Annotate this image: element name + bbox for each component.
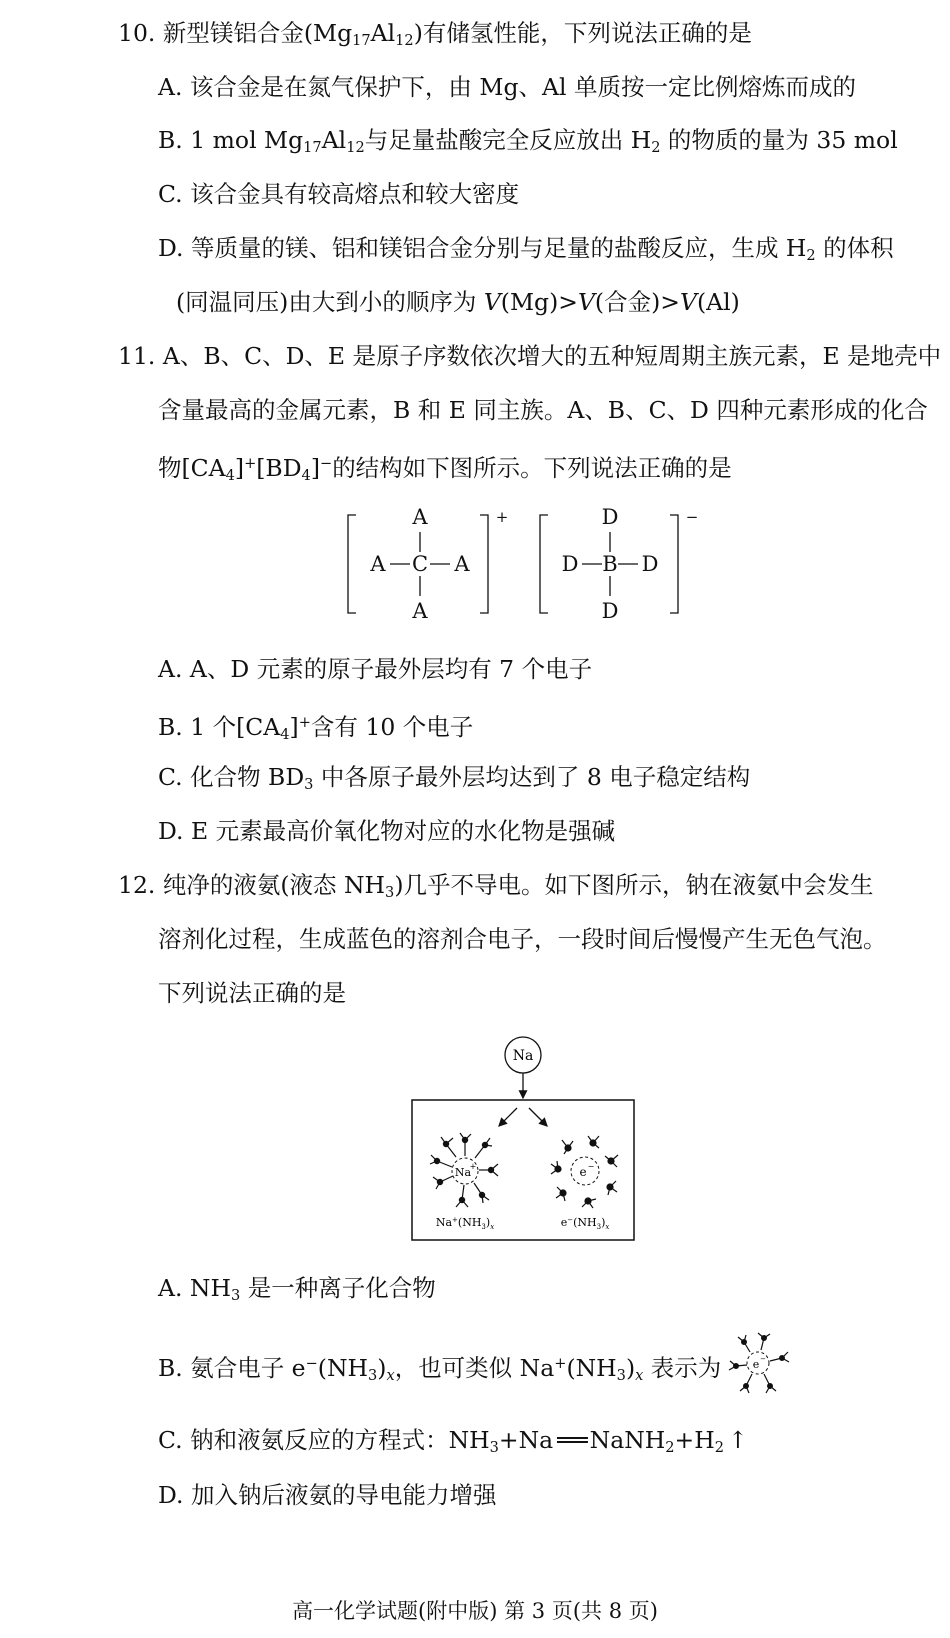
q12-stem-line1: 12. 纯净的液氨(液态 $NH_3$)几乎不导电。如下图所示，钠在液氨中会发生 [118, 871, 874, 902]
anion-bracket-right [670, 515, 678, 613]
q10-option-a: A. 该合金是在氮气保护下，由 Mg、Al 单质按一定比例熔炼而成的 [158, 73, 856, 101]
cation-atom-bottom: A [412, 599, 428, 623]
solvated-electron-icon [551, 1136, 618, 1208]
q12-option-c: C. 钠和液氨反应的方程式：$NH_3+Na$ ═══ $NaNH_2+H_2$ ↑ [158, 1426, 748, 1457]
q12-option-a: A. $NH_3$ 是一种离子化合物 [158, 1274, 436, 1305]
svg-text:e: e [752, 1358, 760, 1371]
q12-option-d: D. 加入钠后液氨的导电能力增强 [158, 1481, 497, 1509]
anion-charge: − [685, 508, 699, 526]
gas-arrow-icon: ↑ [727, 1426, 748, 1454]
sodium-solvation-figure [405, 1030, 645, 1250]
q10-option-d: D. 等质量的镁、铝和镁铝合金分别与足量的盐酸反应，生成 $H_2$ 的体积 [158, 234, 894, 265]
q10-stem: 10. 新型镁铝合金$(Mg_{17}Al_{12})$有储氢性能，下列说法正确的是 [118, 19, 752, 50]
q10-option-b: B. 1 mol $Mg_{17}Al_{12}$与足量盐酸完全反应放出 $H_2$ 的物质的量为 35 mol [158, 126, 898, 157]
q10-option-d-cont: (同温同压)由大到小的顺序为 V(Mg)>V(合金)>V(Al) [176, 288, 740, 316]
anion-atom-left: D [561, 552, 579, 576]
cation-atom-right: A [454, 552, 470, 576]
equals-sign: ═══ [557, 1426, 582, 1454]
q11-stem-line1: 11. A、B、C、D、E 是原子序数依次增大的五种短周期主族元素，E 是地壳中 [118, 342, 942, 370]
cation-bracket-right [480, 515, 488, 613]
cation-atom-top: A [412, 505, 428, 529]
q11-option-c: C. 化合物 $BD_3$ 中各原子最外层均达到了 8 电子稳定结构 [158, 763, 751, 794]
q11-option-d: D. E 元素最高价氧化物对应的水化物是强碱 [158, 817, 616, 845]
solvated-cation-icon [430, 1133, 498, 1207]
svg-text:−: − [760, 1355, 766, 1363]
solvated-electron-label: $e^-(NH_3)_x$ [560, 1216, 610, 1231]
svg-text:e: e [579, 1165, 587, 1179]
anion-atom-center: B [602, 552, 618, 576]
arrow-to-electron [529, 1108, 547, 1126]
solvated-cation-label: $Na^+(NH_3)_x$ [435, 1216, 495, 1231]
q12-stem-line2: 溶剂化过程，生成蓝色的溶剂合电子，一段时间后慢慢产生无色气泡。 [158, 925, 887, 953]
cation-charge: + [495, 508, 509, 526]
q12-stem-line3: 下列说法正确的是 [158, 979, 346, 1007]
arrow-to-cation [499, 1108, 517, 1126]
svg-text:−: − [587, 1162, 595, 1171]
anion-atom-right: D [641, 552, 659, 576]
page-footer: 高一化学试题(附中版) 第 3 页(共 8 页) [292, 1599, 658, 1623]
svg-text:Na: Na [454, 1166, 472, 1179]
anion-bracket-left [540, 515, 548, 613]
cation-atom-center: C [411, 552, 429, 576]
cation-atom-left: A [370, 552, 386, 576]
anion-atom-bottom: D [601, 599, 619, 623]
svg-text:+: + [469, 1162, 477, 1171]
structure-diagram [330, 500, 720, 630]
q12-option-b: B. 氨合电子 $e^-(NH_3)_x$，也可类似 $Na^+(NH_3)_x$ 表示为 [158, 1354, 722, 1385]
q11-option-a: A. A、D 元素的原子最外层均有 7 个电子 [158, 655, 593, 683]
na-atom-label: Na [512, 1048, 534, 1064]
q10-option-c: C. 该合金具有较高熔点和较大密度 [158, 180, 520, 208]
q11-stem-line3: 物$[CA_4]^+[BD_4]^-$的结构如下图所示。下列说法正确的是 [158, 454, 732, 485]
electron-inline-icon [722, 1328, 794, 1398]
q11-option-b: B. 1 个$[CA_4]^+$含有 10 个电子 [158, 713, 474, 744]
q11-stem-line2: 含量最高的金属元素，B 和 E 同主族。A、B、C、D 四种元素形成的化合 [158, 396, 928, 424]
anion-atom-top: D [601, 505, 619, 529]
cation-bracket-left [348, 515, 356, 613]
